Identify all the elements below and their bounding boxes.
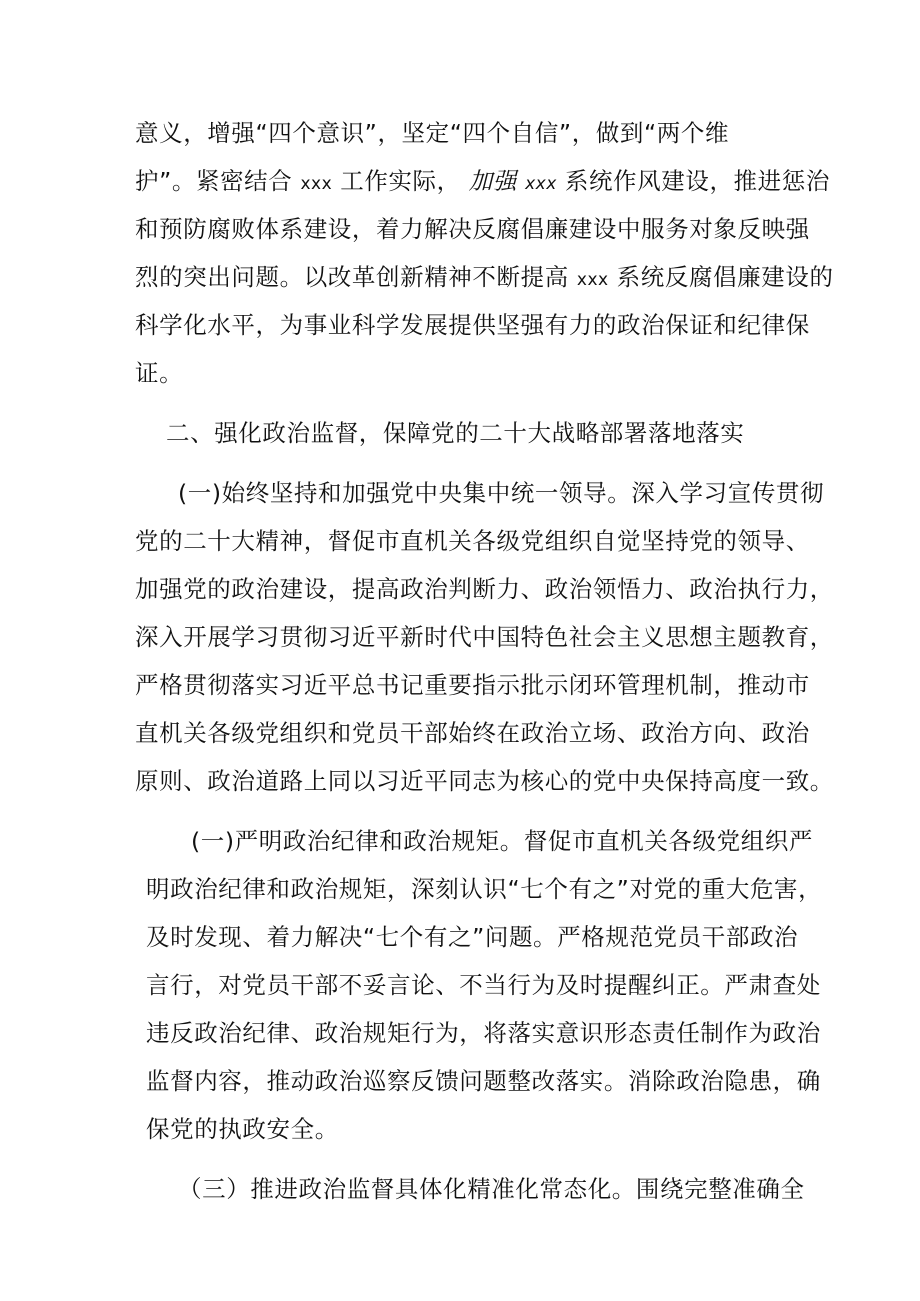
p2-line-6: 监督内容，推动政治巡察反馈问题整改落实。消除政治隐患，确 xyxy=(146,1067,821,1095)
p2-line-5: 违反政治纪律、政治规矩行为，将落实意识形态责任制作为政治 xyxy=(146,1019,821,1047)
intro-line-4 xyxy=(135,262,834,295)
intro-line-2-text-italic: 加强 xyxy=(468,167,517,195)
intro-line-2 xyxy=(135,166,830,199)
p2-line-7: 保党的执政安全。 xyxy=(146,1115,339,1143)
intro-line-2-text-c: 系统作风建设，推进惩治 xyxy=(564,167,830,195)
p1-line-4: 深入开展学习贯彻习近平新时代中国特色社会主义思想主题教育， xyxy=(135,623,834,651)
intro-line-4-text-b: 系统反腐倡廉建设的 xyxy=(616,263,834,291)
p2-line-4: 言行，对党员干部不妥言论、不当行为及时提醒纠正。严肃查处 xyxy=(146,971,821,999)
intro-line-3: 和预防腐败体系建设，着力解决反腐倡廉建设中服务对象反映强 xyxy=(135,215,810,243)
p2-line-3: 及时发现、着力解决“七个有之”问题。严格规范党员干部政治 xyxy=(146,923,799,951)
p3-line-1: （三）推进政治监督具体化精准化常态化。围绕完整准确全 xyxy=(178,1175,805,1203)
intro-line-2-placeholder-b: xxx xyxy=(525,174,557,194)
intro-line-6: 证。 xyxy=(135,359,184,387)
p1-line-3: 加强党的政治建设，提高政治判断力、政治领悟力、政治执行力， xyxy=(135,575,834,603)
intro-line-4-placeholder: xxx xyxy=(576,270,609,290)
p1-line-2: 党的二十大精神，督促市直机关各级党组织自觉坚持党的领导、 xyxy=(135,527,810,555)
intro-line-4-text-a: 烈的突出问题。以改革创新精神不断提高 xyxy=(135,263,569,291)
intro-line-1: 意义，增强“四个意识”，坚定“四个自信”，做到“两个维 xyxy=(135,119,730,147)
p1-line-5: 严格贯彻落实习近平总书记重要指示批示闭环管理机制，推动市 xyxy=(135,671,810,699)
intro-line-2-text-a: 护”。紧密结合 xyxy=(135,167,293,195)
section-heading: 二、强化政治监督，保障党的二十大战略部署落地落实 xyxy=(166,419,745,447)
p2-line-2: 明政治纪律和政治规矩，深刻认识“七个有之”对党的重大危害， xyxy=(146,875,823,903)
p1-line-1: (一)始终坚持和加强党中央集中统一领导。深入学习宣传贯彻 xyxy=(178,479,825,507)
p1-line-7: 原则、政治道路上同以习近平同志为核心的党中央保持高度一致。 xyxy=(135,767,834,795)
intro-line-2-text-b: 工作实际， xyxy=(340,167,461,195)
intro-line-5: 科学化水平，为事业科学发展提供坚强有力的政治保证和纪律保 xyxy=(135,311,810,339)
p1-line-6: 直机关各级党组织和党员干部始终在政治立场、政治方向、政治 xyxy=(135,719,810,747)
p2-line-1: (一)严明政治纪律和政治规矩。督促市直机关各级党组织严 xyxy=(191,827,814,855)
intro-line-2-placeholder-a: xxx xyxy=(300,174,333,194)
